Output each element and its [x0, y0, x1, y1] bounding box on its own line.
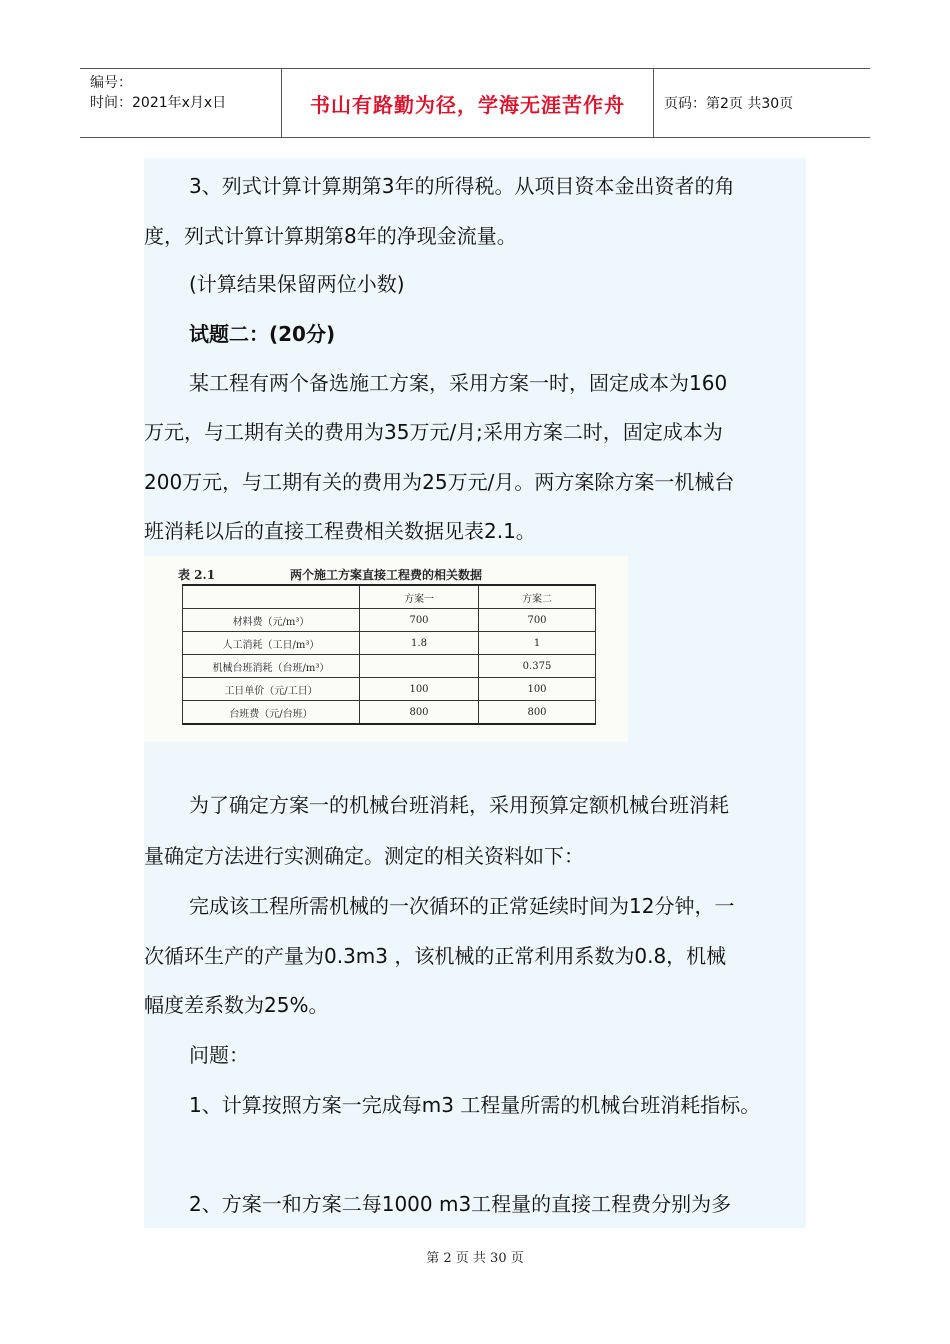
paragraph-line: 万元，与工期有关的费用为35万元/月;采用方案二时，固定成本为 — [144, 420, 723, 444]
table-cell: 1 — [479, 632, 596, 655]
page-footer: 第 2 页 共 30 页 — [426, 1251, 524, 1266]
table-cell: 800 — [360, 701, 479, 725]
table-cell: 人工消耗（工日/m³） — [183, 632, 360, 655]
table-header-cell: 方案二 — [479, 585, 596, 609]
table-header-cell: 方案一 — [360, 585, 479, 609]
paragraph-line: 某工程有两个备选施工方案，采用方案一时，固定成本为160 — [189, 371, 728, 395]
table-row — [183, 701, 596, 725]
paragraph-line: 班消耗以后的直接工程费相关数据见表2.1。 — [144, 519, 536, 543]
paragraph-line: 完成该工程所需机械的一次循环的正常延续时间为12分钟，一 — [189, 894, 735, 918]
header-page-cell — [654, 69, 870, 137]
table-cell: 700 — [479, 609, 596, 632]
cost-data-table — [182, 584, 596, 725]
header-motto: 书山有路勤为径，学海无涯苦作舟 — [310, 92, 625, 117]
table-row — [183, 632, 596, 655]
doc-date-label: 时间：2021年x月x日 — [90, 95, 227, 111]
paragraph-line: 为了确定方案一的机械台班消耗，采用预算定额机械台班消耗 — [189, 793, 729, 817]
paragraph-line: 次循环生产的产量为0.3m3 ，该机械的正常利用系数为0.8，机械 — [144, 944, 727, 968]
table-cell: 台班费（元/台班） — [183, 701, 360, 725]
paragraph-line: 量确定方法进行实测确定。测定的相关资料如下： — [144, 844, 584, 868]
table-number: 表 2.1 — [178, 568, 216, 582]
table-cell: 工日单价（元/工日） — [183, 678, 360, 701]
paragraph-line: 3、列式计算计算期第3年的所得税。从项目资本金出资者的角 — [189, 174, 735, 198]
table-row — [183, 609, 596, 632]
doc-number-label: 编号： — [90, 75, 132, 91]
paragraph-line: 度，列式计算计算期第8年的净现金流量。 — [144, 224, 517, 248]
header-meta — [80, 69, 282, 137]
paragraph-line: 200万元，与工期有关的费用为25万元/月。两方案除方案一机械台 — [144, 470, 735, 494]
data-table-image — [144, 556, 628, 742]
table-cell: 100 — [360, 678, 479, 701]
table-row — [183, 655, 596, 678]
table-cell: 100 — [479, 678, 596, 701]
section-heading: 试题二：(20分) — [189, 322, 336, 346]
table-cell: 机械台班消耗（台班/m³） — [183, 655, 360, 678]
header-motto-cell — [282, 69, 654, 137]
table-cell — [360, 655, 479, 678]
table-cell: 0.375 — [479, 655, 596, 678]
paragraph-line: 1、计算按照方案一完成每m3 工程量所需的机械台班消耗指标。 — [189, 1093, 761, 1117]
paragraph-line: (计算结果保留两位小数) — [189, 272, 405, 296]
paragraph-line: 问题： — [189, 1043, 249, 1067]
table-row — [183, 678, 596, 701]
table-cell: 700 — [360, 609, 479, 632]
paragraph-line: 2、方案一和方案二每1000 m3工程量的直接工程费分别为多 — [189, 1192, 732, 1216]
table-cell: 1.8 — [360, 632, 479, 655]
table-cell: 800 — [479, 701, 596, 725]
table-header-row — [183, 585, 596, 609]
header-page-label: 页码：第2页 共30页 — [664, 96, 794, 112]
table-header-cell — [183, 585, 360, 609]
table-cell: 材料费（元/m³） — [183, 609, 360, 632]
paragraph-line: 幅度差系数为25%。 — [144, 993, 329, 1017]
page-header — [80, 68, 870, 138]
table-title: 两个施工方案直接工程费的相关数据 — [290, 568, 483, 582]
